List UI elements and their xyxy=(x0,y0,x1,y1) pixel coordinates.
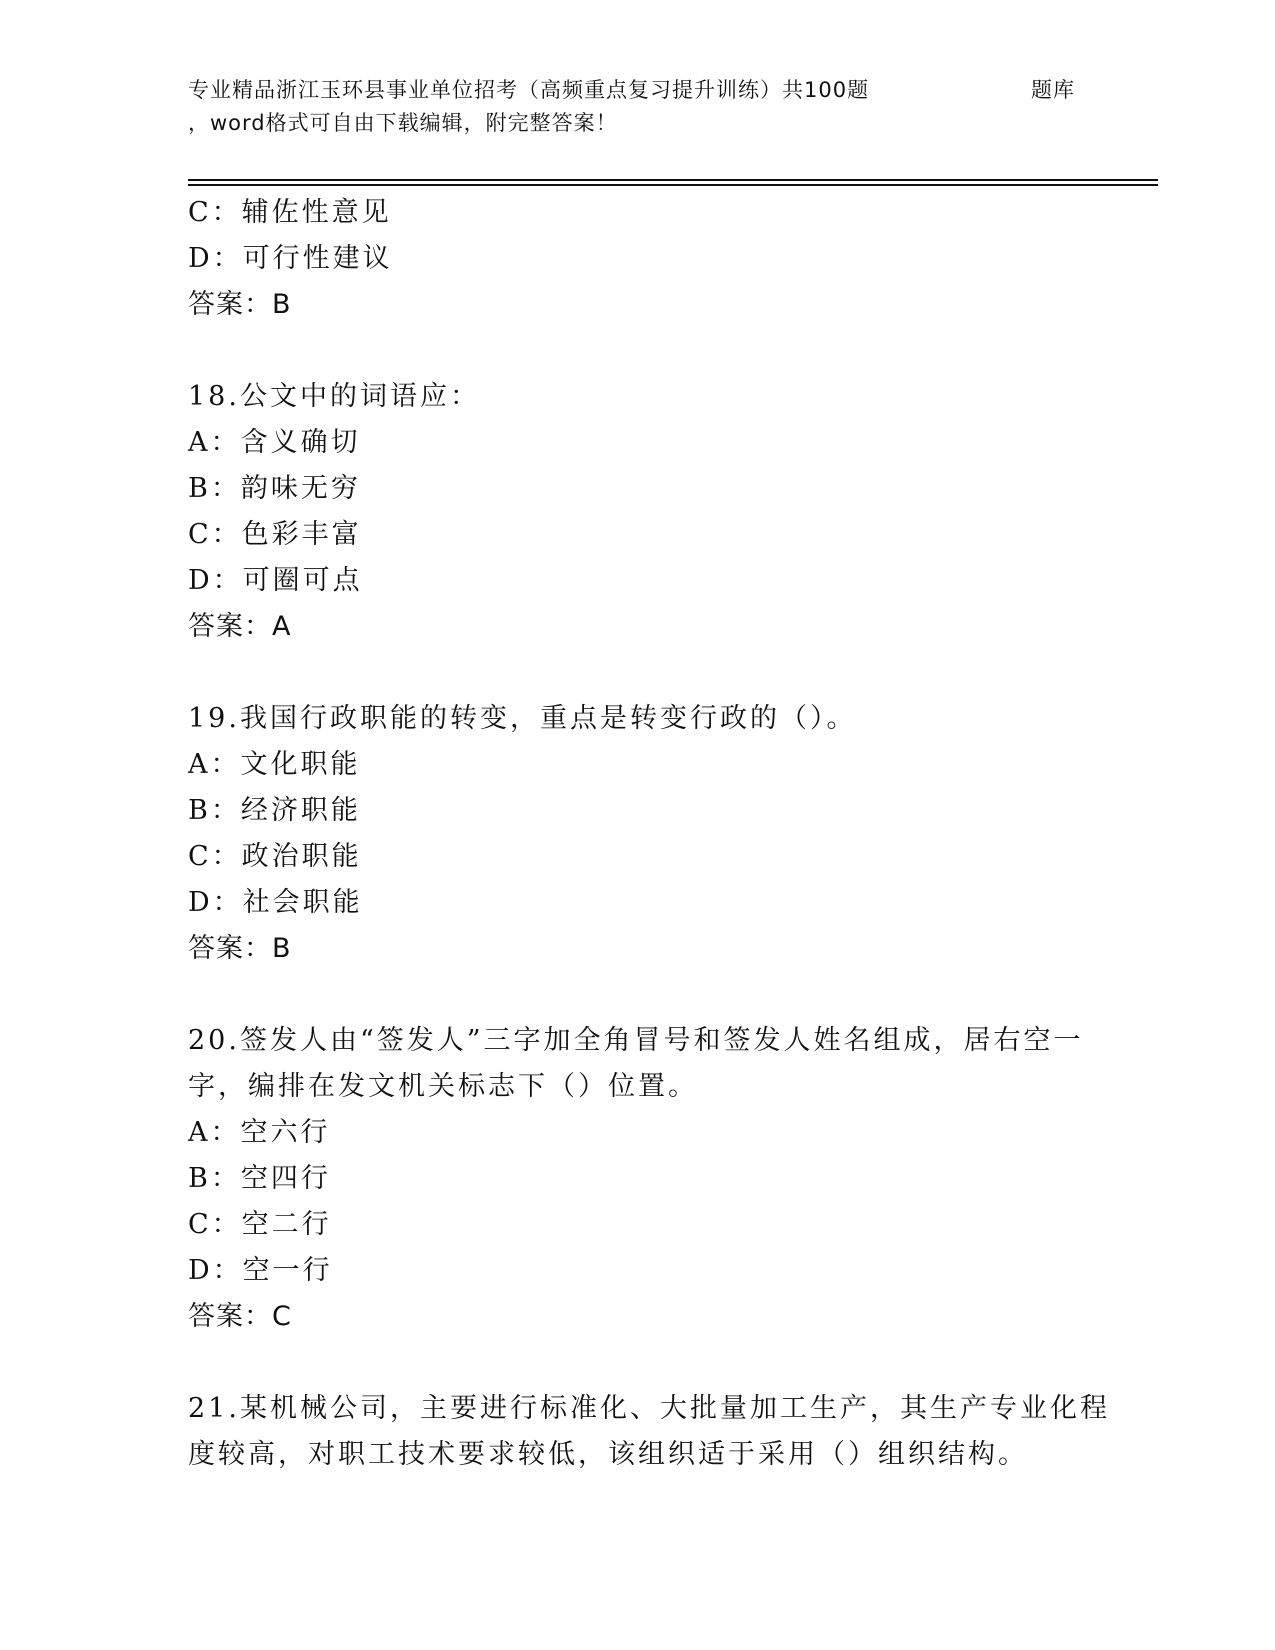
spacer xyxy=(188,650,1088,696)
q20-option-d: D：空一行 xyxy=(188,1255,333,1286)
q20-option-b: B：空四行 xyxy=(188,1163,331,1194)
q18-option-b: B：韵味无穷 xyxy=(188,473,361,504)
q19-question: 19.我国行政职能的转变，重点是转变行政的（）。 xyxy=(188,703,857,734)
q19-option-b: B：经济职能 xyxy=(188,795,361,826)
q17-option-c: C：辅佐性意见 xyxy=(188,197,392,228)
q18-option-a: A：含义确切 xyxy=(188,427,361,458)
spacer xyxy=(188,972,1088,1018)
q20-question-line1: 20.签发人由“签发人”三字加全角冒号和签发人姓名组成，居右空一 xyxy=(188,1025,1084,1056)
page-header xyxy=(188,74,1088,140)
q20-answer: 答案：C xyxy=(188,1301,292,1332)
q19-option-c: C：政治职能 xyxy=(188,841,362,872)
q18-answer: 答案：A xyxy=(188,611,292,642)
q20-option-a: A：空六行 xyxy=(188,1117,331,1148)
header-line xyxy=(188,74,1088,107)
spacer xyxy=(188,1340,1088,1386)
header-divider-top xyxy=(188,179,1158,181)
q20-question-line2: 字，编排在发文机关标志下（）位置。 xyxy=(188,1071,698,1102)
header-title: 专业精品浙江玉环县事业单位招考（高频重点复习提升训练）共100题 xyxy=(188,78,870,102)
q18-option-d: D：可圈可点 xyxy=(188,565,363,596)
q19-option-d: D：社会职能 xyxy=(188,887,363,918)
q20-option-c: C：空二行 xyxy=(188,1209,332,1240)
header-subtitle: ，word格式可自由下载编辑，附完整答案！ xyxy=(188,111,618,135)
q19-answer: 答案：B xyxy=(188,933,292,964)
q17-answer: 答案：B xyxy=(188,289,292,320)
q18-option-c: C：色彩丰富 xyxy=(188,519,362,550)
q17-option-d: D：可行性建议 xyxy=(188,243,393,274)
question-content xyxy=(188,190,1110,1478)
header-tag: 题库 xyxy=(1031,78,1075,102)
q21-question-line2: 度较高，对职工技术要求较低，该组织适于采用（）组织结构。 xyxy=(188,1439,1028,1470)
q21-question-line1: 21.某机械公司，主要进行标准化、大批量加工生产，其生产专业化程 xyxy=(188,1393,1110,1424)
spacer xyxy=(188,328,1088,374)
q18-question: 18.公文中的词语应： xyxy=(188,381,480,412)
q19-option-a: A：文化职能 xyxy=(188,749,361,780)
header-divider-bottom xyxy=(188,184,1158,186)
